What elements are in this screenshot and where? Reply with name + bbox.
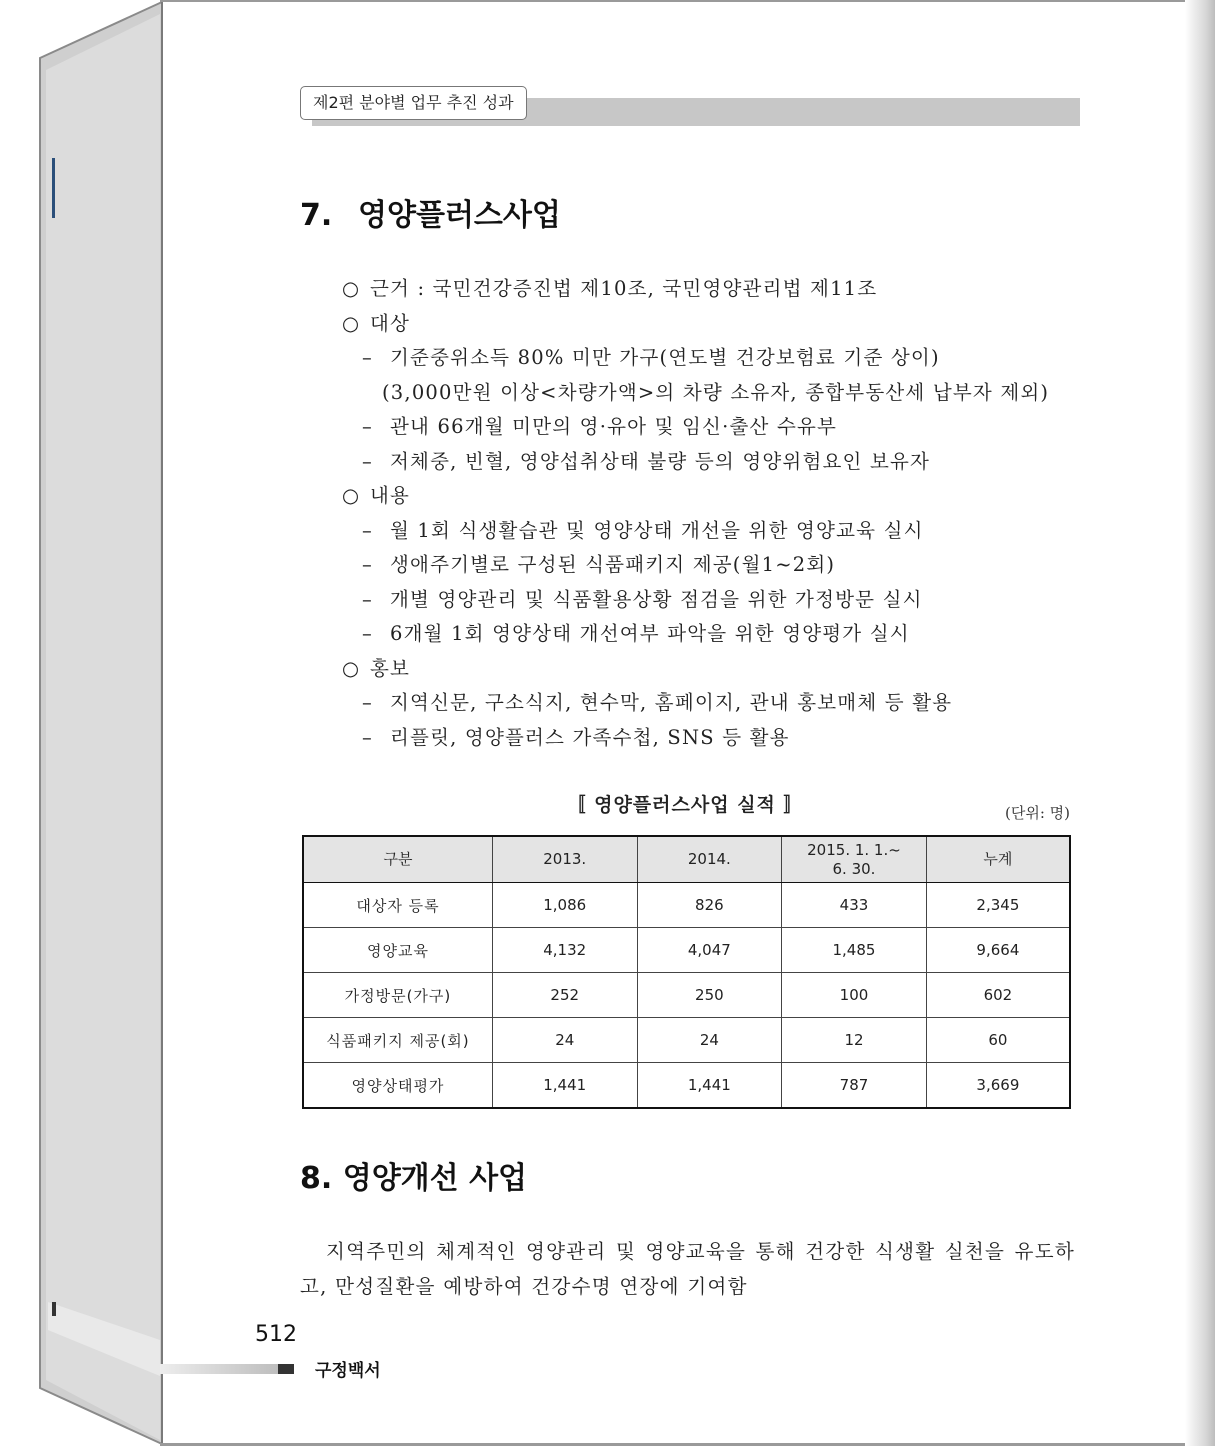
table-header-cell: 2014.: [637, 836, 782, 883]
table-cell: 24: [637, 1018, 782, 1063]
table-cell: 250: [637, 973, 782, 1018]
body-line-text: 근거 : 국민건강증진법 제10조, 국민영양관리법 제11조: [370, 277, 878, 300]
dash-marker: –: [362, 553, 373, 576]
table-row-label: 영양교육: [303, 928, 492, 973]
body-line-text: 홍보: [370, 656, 411, 680]
bullet-marker: ○: [342, 656, 361, 680]
body-line-text: 기준중위소득 80% 미만 가구(연도별 건강보험료 기준 상이): [390, 346, 940, 369]
table-title: 〚 영양플러스사업 실적 〛: [566, 794, 804, 816]
table-row: [303, 973, 1070, 1018]
dash-marker: –: [362, 587, 373, 611]
table-cell: 1,441: [637, 1063, 782, 1109]
body-line-text: 생애주기별로 구성된 식품패키지 제공(월1~2회): [390, 553, 836, 576]
table-header-cell: 누계: [926, 836, 1070, 883]
table-cell: 12: [782, 1018, 927, 1063]
body-line: [342, 583, 1082, 618]
table-row: [303, 928, 1070, 973]
table-cell: 1,485: [782, 928, 927, 973]
bullet-marker: ○: [342, 277, 361, 300]
table-row: [303, 1018, 1070, 1063]
table-row: [303, 1063, 1070, 1109]
body-line-text: (3,000만원 이상<차량가액>의 차량 소유자, 종합부동산세 납부자 제외): [382, 380, 1050, 404]
footer-square: [278, 1364, 294, 1374]
section-8-title: 8. 영양개선 사업: [300, 1161, 528, 1196]
table-cell: 100: [782, 973, 927, 1018]
performance-table: [302, 835, 1071, 1109]
table-cell: 60: [926, 1018, 1070, 1063]
page-top-edge: [160, 0, 1215, 2]
body-line: [342, 272, 1082, 307]
body-line-text: 내용: [370, 484, 411, 507]
table-row-label: 식품패키지 제공(회): [303, 1018, 492, 1063]
body-line: [342, 686, 1082, 721]
table-cell: 787: [782, 1063, 927, 1109]
section-7-title-text: 영양플러스사업: [358, 198, 561, 233]
body-line: [342, 376, 1082, 411]
table-cell: 4,047: [637, 928, 782, 973]
body-line-text: 리플릿, 영양플러스 가족수첩, SNS 등 활용: [390, 725, 790, 749]
table-cell: 1,086: [492, 883, 637, 928]
body-line: [342, 617, 1082, 652]
page-number: 512: [255, 1322, 297, 1347]
page-right-shadow: [1185, 0, 1215, 1446]
table-header-cell: 구분: [303, 836, 492, 883]
body-line: [342, 721, 1082, 756]
body-line: [342, 479, 1082, 514]
bullet-marker: ○: [342, 311, 361, 335]
table-row-label: 대상자 등록: [303, 883, 492, 928]
body-line-text: 관내 66개월 미만의 영·유아 및 임신·출산 수유부: [390, 415, 838, 438]
body-line-text: 월 1회 식생활습관 및 영양상태 개선을 위한 영양교육 실시: [390, 518, 924, 542]
section-8-paragraph: 지역주민의 체계적인 영양관리 및 영양교육을 통해 건강한 식생활 실천을 유도하고, 만성질환을 예방하여 건강수명 연장에 기여함: [300, 1240, 1075, 1298]
dash-marker: –: [362, 449, 373, 473]
section-7-title: [300, 190, 561, 234]
footer-bar: [160, 1364, 280, 1374]
body-line-text: 저체중, 빈혈, 영양섭취상태 불량 등의 영양위험요인 보유자: [390, 449, 931, 473]
body-line-text: 지역신문, 구소식지, 현수막, 홈페이지, 관내 홍보매체 등 활용: [390, 691, 953, 714]
body-line-text: 개별 영양관리 및 식품활용상황 점검을 위한 가정방문 실시: [390, 587, 923, 611]
body-line: [342, 410, 1082, 445]
table-unit: (단위: 명): [1005, 804, 1070, 822]
section-7-number: 7.: [300, 198, 333, 233]
table-cell: 24: [492, 1018, 637, 1063]
chapter-tag: 제2편 분야별 업무 추진 성과: [300, 86, 527, 120]
table-row-label: 영양상태평가: [303, 1063, 492, 1109]
table-row-label: 가정방문(가구): [303, 973, 492, 1018]
section-7-body: [342, 272, 1082, 755]
dash-marker: –: [362, 415, 373, 438]
body-line-text: 6개월 1회 영양상태 개선여부 파악을 위한 영양평가 실시: [390, 622, 910, 645]
body-line-text: 대상: [370, 311, 411, 335]
table-cell: 9,664: [926, 928, 1070, 973]
dash-marker: –: [362, 725, 373, 749]
body-line: [342, 652, 1082, 687]
table-cell: 433: [782, 883, 927, 928]
dash-marker: –: [362, 346, 373, 369]
table-cell: 3,669: [926, 1063, 1070, 1109]
body-line: [342, 445, 1082, 480]
table-header-cell: 2015. 1. 1.~ 6. 30.: [782, 836, 927, 883]
bullet-marker: ○: [342, 484, 361, 507]
book-name: 구정백서: [315, 1361, 381, 1381]
table-cell: 252: [492, 973, 637, 1018]
table-cell: 2,345: [926, 883, 1070, 928]
table-cell: 1,441: [492, 1063, 637, 1109]
dash-marker: –: [362, 691, 373, 714]
table-cell: 602: [926, 973, 1070, 1018]
table-cell: 4,132: [492, 928, 637, 973]
table-header-cell: 2013.: [492, 836, 637, 883]
table-cell: 826: [637, 883, 782, 928]
body-line: [342, 307, 1082, 342]
dash-marker: –: [362, 622, 373, 645]
table-row: [303, 883, 1070, 928]
body-line: [342, 548, 1082, 583]
body-line: [342, 514, 1082, 549]
body-line: [342, 341, 1082, 376]
dash-marker: –: [362, 518, 373, 542]
book-spine: [0, 0, 170, 1446]
